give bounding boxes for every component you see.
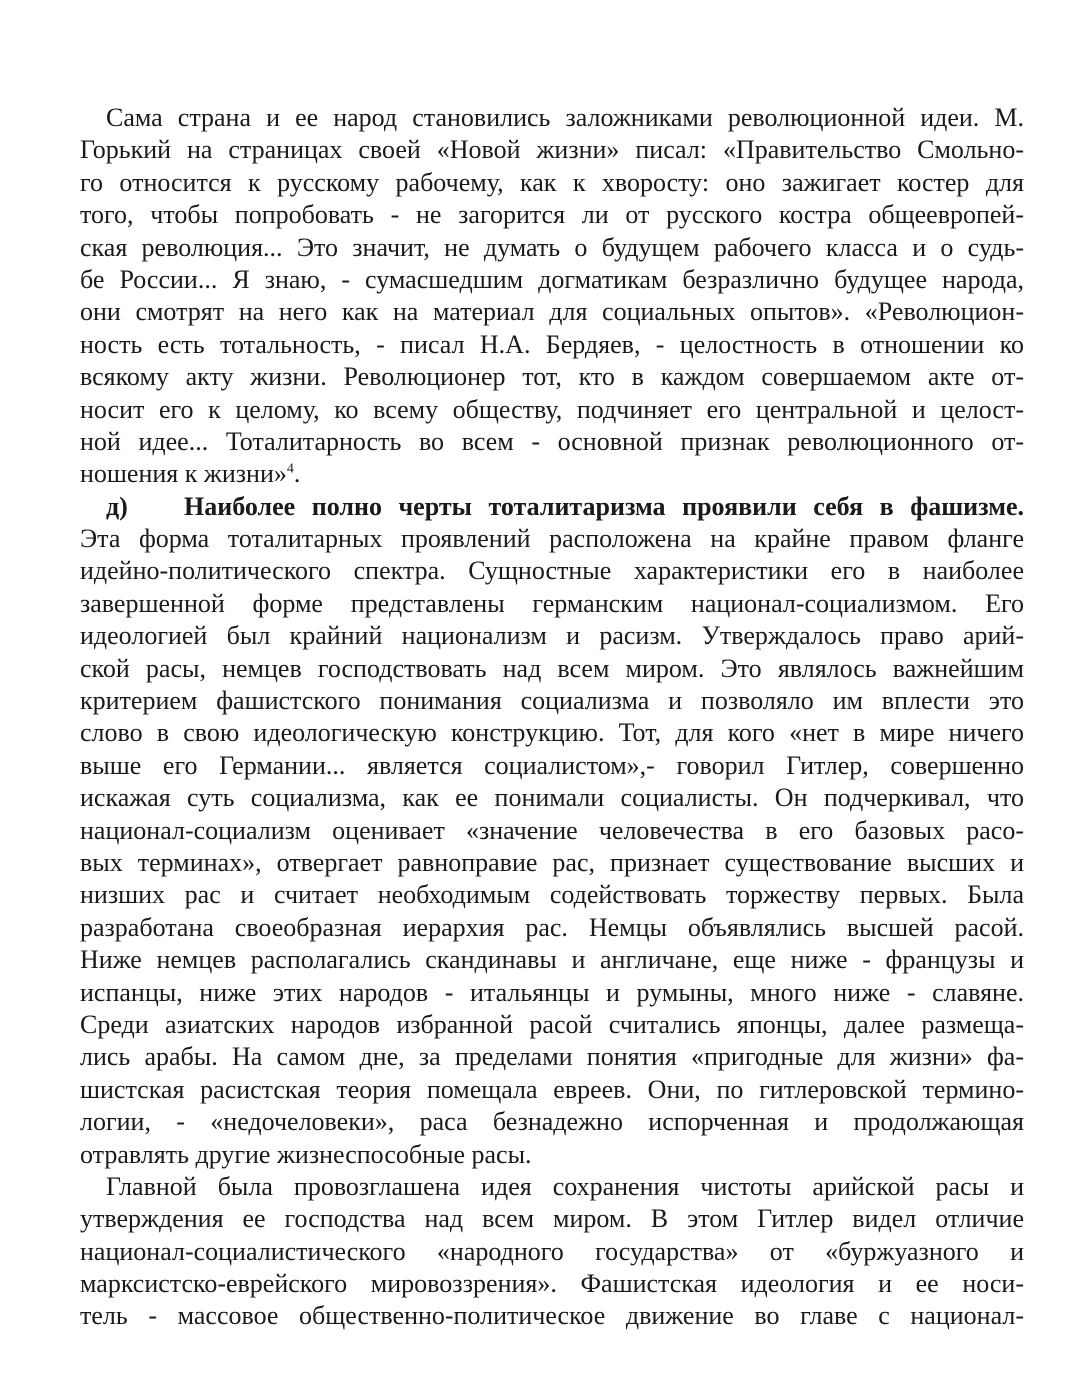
text-line: отравлять другие жизнеспособные расы. xyxy=(80,1139,532,1169)
text-line: шистская расистская теория помещала евреев. Они, по гитлеровской термино- xyxy=(80,1074,1024,1104)
text-line: критерием фашистского понимания социализма и позволяло им вплести это xyxy=(80,686,1024,716)
text-line: Ниже немцев располагались скандинавы и англичане, еще ниже - французы и xyxy=(80,945,1024,975)
sentence-end: . xyxy=(293,459,301,489)
text-line: всякому акту жизни. Революционер тот, кто в каждом совершаемом акте от- xyxy=(80,362,1024,392)
text-line: ность есть тотальность, - писал Н.А. Бердяев, - целостность в отношении ко xyxy=(80,329,1024,359)
section-heading xyxy=(80,491,1024,523)
text-line: бе России... Я знаю, - сумасшедшим догматикам безразлично будущее народа, xyxy=(80,264,1024,294)
text-line: идейно-политического спектра. Сущностные характеристики его в наиболее xyxy=(80,556,1024,586)
text-line: утверждения ее господства над всем миром. В этом Гитлер видел отличие xyxy=(80,1204,1024,1234)
text-line: разработана своеобразная иерархия рас. Немцы объявлялись высшей расой. xyxy=(80,912,1024,942)
text-line: идеологией был крайний национализм и расизм. Утверждалось право арий- xyxy=(80,621,1024,651)
text-line: национал-социалистического «народного государства» от «буржуазного и xyxy=(80,1236,1024,1266)
footnote-marker[interactable]: 4 xyxy=(286,461,294,477)
text-line: выше его Германии... является социалистом»,- говорил Гитлер, совершенно xyxy=(80,750,1024,780)
text-line: марксистско-еврейского мировоззрения». Фашистская идеология и ее носи- xyxy=(80,1269,1024,1299)
paragraph-fascism xyxy=(80,523,1024,1171)
text-line: го относится к русскому рабочему, как к хворосту: оно зажигает костер для xyxy=(80,167,1024,197)
text-line: национал-социализм оценивает «значение человечества в его базовых расо- xyxy=(80,815,1024,845)
text-line: Эта форма тоталитарных проявлений расположена на крайне правом фланге xyxy=(80,524,1024,554)
text-line: вых терминах», отвергает равноправие рас, признает существование высших и xyxy=(80,847,1024,877)
text-line: слово в свою идеологическую конструкцию. Тот, для кого «нет в мире ничего xyxy=(80,718,1024,748)
paragraph-revolutionary-idea xyxy=(80,102,1024,491)
paragraph-aryan-race xyxy=(80,1171,1024,1333)
text-line: низших рас и считает необходимым содействовать торжеству первых. Была xyxy=(80,880,1024,910)
section-heading-text: Наиболее полно черты тоталитаризма проявили себя в фашизме. xyxy=(184,491,1024,521)
text-line: испанцы, ниже этих народов - итальянцы и румыны, много ниже - славяне. xyxy=(80,977,1024,1007)
text-line: ной идее... Тоталитарность во всем - основной признак революционного от- xyxy=(80,426,1024,456)
text-line: завершенной форме представлены германским национал-социализмом. Его xyxy=(80,588,1024,618)
text-line: Главной была провозглашена идея сохранения чистоты арийской расы и xyxy=(106,1171,1024,1201)
text-line: того, чтобы попробовать - не загорится ли от русского костра общеевропей- xyxy=(80,200,1024,230)
text-line: искажая суть социализма, как ее понимали социалисты. Он подчеркивал, что xyxy=(80,783,1024,813)
text-line: тель - массовое общественно-политическое движение во главе с национал- xyxy=(80,1301,1024,1331)
text-line: носит его к целому, ко всему обществу, подчиняет его центральной и целост- xyxy=(80,394,1024,424)
quote-end-text: ношения к жизни» xyxy=(80,459,287,489)
section-marker: д) xyxy=(106,491,128,521)
text-line: Среди азиатских народов избранной расой считались японцы, далее размеща- xyxy=(80,1009,1024,1039)
text-line: лись арабы. На самом дне, за пределами понятия «пригодные для жизни» фа- xyxy=(80,1042,1024,1072)
text-line: логии, - «недочеловеки», раса безнадежно испорченная и продолжающая xyxy=(80,1107,1024,1137)
text-line: ской расы, немцев господствовать над всем миром. Это являлось важнейшим xyxy=(80,653,1024,683)
document-page xyxy=(80,102,1024,1333)
text-line: Горький на страницах своей «Новой жизни» писал: «Правительство Смольно- xyxy=(80,135,1024,165)
text-line: Сама страна и ее народ становились заложниками революционной идеи. М. xyxy=(106,103,1024,132)
text-line: они смотрят на него как на материал для социальных опытов». «Революцион- xyxy=(80,297,1024,327)
text-line: ская революция... Это значит, не думать о будущем рабочего класса и о судь- xyxy=(80,232,1024,262)
text-line xyxy=(80,458,1024,490)
